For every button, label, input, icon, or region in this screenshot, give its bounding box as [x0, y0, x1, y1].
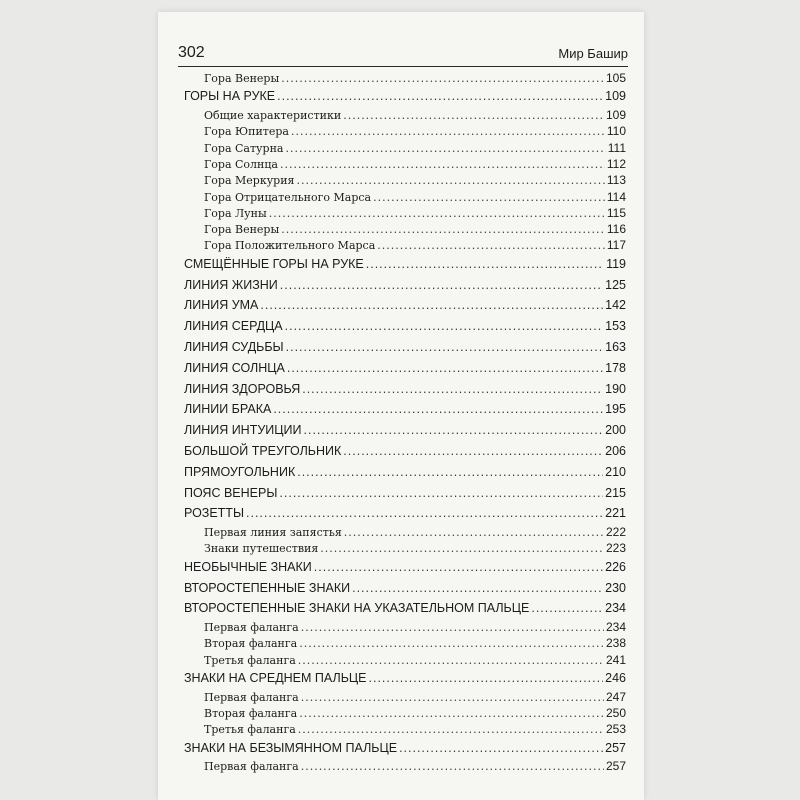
toc-entry-title: Вторая фаланга — [204, 707, 298, 721]
dot-leader — [369, 668, 604, 689]
dot-leader — [296, 173, 604, 189]
toc-page-number: 142 — [605, 298, 626, 313]
toc-entry-title: Общие характеристики — [204, 109, 342, 123]
toc-page-number: 257 — [605, 759, 626, 774]
dot-leader — [352, 578, 603, 599]
dot-leader — [285, 316, 604, 337]
dot-leader — [399, 738, 603, 759]
toc-entry-title: ЛИНИЯ УМА — [184, 298, 259, 313]
toc-entry-title: Гора Солнца — [204, 157, 278, 171]
toc-entry-title: ЛИНИЯ ЗДОРОВЬЯ — [184, 381, 301, 396]
toc-entry-title: ЗНАКИ НА БЕЗЫМЯННОМ ПАЛЬЦЕ — [184, 740, 398, 755]
toc-page-number: 241 — [605, 652, 626, 667]
toc-page-number: 109 — [605, 89, 626, 104]
toc-page-number: 195 — [605, 402, 626, 417]
toc-entry-title: Гора Меркурия — [204, 174, 295, 188]
dot-leader — [298, 722, 604, 738]
dot-leader — [299, 706, 604, 722]
dot-leader — [320, 541, 604, 557]
toc-subentry — [184, 123, 626, 139]
toc-subentry — [184, 189, 626, 205]
toc-page-number: 226 — [605, 559, 626, 574]
dot-leader — [273, 399, 603, 420]
toc-page-number: 246 — [605, 671, 626, 685]
dot-leader — [269, 206, 605, 222]
toc-page-number: 210 — [605, 464, 626, 479]
toc-entry-title: Знаки путешествия — [204, 542, 319, 556]
toc-entry-title: Гора Венеры — [204, 223, 280, 237]
dot-leader — [343, 441, 603, 462]
toc-chapter — [184, 358, 626, 379]
toc-chapter — [184, 379, 626, 400]
dot-leader — [377, 238, 605, 254]
toc-subentry — [184, 221, 626, 237]
toc-page-number: 238 — [605, 636, 626, 651]
toc-page-number: 163 — [605, 339, 626, 354]
dot-leader — [246, 503, 603, 524]
toc-chapter — [184, 86, 626, 107]
toc-page-number: 190 — [605, 381, 626, 396]
dot-leader — [302, 379, 603, 400]
toc-subentry — [184, 635, 626, 651]
toc-subentry — [184, 70, 626, 86]
toc-entry-title: ПРЯМОУГОЛЬНИК — [184, 464, 296, 479]
toc-page-number: 250 — [605, 706, 626, 721]
dot-leader — [373, 190, 605, 206]
toc-chapter — [184, 441, 626, 462]
toc-entry-title: ЛИНИЯ СУДЬБЫ — [184, 339, 284, 354]
toc-entry-title: РОЗЕТТЫ — [184, 506, 245, 521]
toc-page-number: 119 — [606, 256, 626, 271]
dot-leader — [531, 598, 603, 619]
book-page — [158, 12, 644, 800]
toc-chapter — [184, 462, 626, 483]
toc-entry-title: Гора Венеры — [204, 72, 280, 85]
toc-entry-title: Первая фаланга — [204, 621, 299, 635]
dot-leader — [291, 124, 605, 140]
toc-subentry — [184, 107, 626, 123]
toc-page-number: 114 — [606, 189, 626, 204]
toc-page-number: 221 — [605, 506, 626, 521]
toc-entry-title: ЛИНИИ БРАКА — [184, 402, 272, 417]
dot-leader — [277, 86, 603, 107]
toc-chapter — [184, 295, 626, 316]
toc-page-number: 125 — [605, 277, 626, 292]
toc-page-number: 253 — [605, 722, 626, 737]
toc-entry-title: БОЛЬШОЙ ТРЕУГОЛЬНИК — [184, 443, 342, 458]
dot-leader — [301, 759, 604, 775]
toc-subentry — [184, 172, 626, 188]
dot-leader — [304, 420, 604, 441]
toc-chapter — [184, 503, 626, 524]
toc-entry-title: ВТОРОСТЕПЕННЫЕ ЗНАКИ — [184, 580, 351, 595]
toc-page-number: 105 — [605, 71, 626, 85]
table-of-contents — [184, 70, 626, 775]
toc-chapter — [184, 578, 626, 599]
toc-subentry — [184, 758, 626, 774]
toc-subentry — [184, 524, 626, 540]
toc-entry-title: Гора Луны — [204, 206, 267, 220]
toc-page-number: 200 — [605, 423, 626, 438]
toc-entry-title: Гора Отрицательного Марса — [204, 190, 372, 204]
toc-entry-title: Вторая фаланга — [204, 637, 298, 651]
toc-page-number: 230 — [605, 580, 626, 595]
toc-page-number: 110 — [606, 124, 626, 139]
toc-page-number: 234 — [605, 601, 626, 616]
toc-subentry — [184, 689, 626, 705]
toc-entry-title: Первая линия запястья — [204, 526, 342, 540]
dot-leader — [366, 254, 604, 275]
dot-leader — [301, 620, 604, 636]
toc-subentry — [184, 705, 626, 721]
toc-entry-title: ЗНАКИ НА СРЕДНЕМ ПАЛЬЦЕ — [184, 671, 367, 685]
toc-page-number: 222 — [605, 525, 626, 540]
toc-entry-title: Первая фаланга — [204, 690, 299, 704]
dot-leader — [279, 483, 603, 504]
running-title: Мир Башир — [558, 46, 628, 61]
toc-entry-title: Гора Сатурна — [204, 141, 284, 155]
toc-entry-title: ВТОРОСТЕПЕННЫЕ ЗНАКИ НА УКАЗАТЕЛЬНОМ ПАЛЬЦЕ — [184, 601, 530, 616]
toc-entry-title: ЛИНИЯ ИНТУИЦИИ — [184, 423, 302, 438]
dot-leader — [281, 71, 604, 87]
toc-entry-title: Гора Юпитера — [204, 125, 289, 139]
toc-entry-title: Гора Положительного Марса — [204, 239, 376, 253]
toc-subentry — [184, 156, 626, 172]
toc-entry-title: НЕОБЫЧНЫЕ ЗНАКИ — [184, 559, 312, 574]
toc-page-number: 109 — [605, 108, 626, 123]
toc-subentry — [184, 140, 626, 156]
toc-page-number: 112 — [606, 156, 626, 171]
toc-entry-title: Первая фаланга — [204, 760, 299, 774]
dot-leader — [297, 462, 603, 483]
toc-page-number: 153 — [605, 319, 626, 334]
toc-page-number: 223 — [605, 541, 626, 556]
toc-subentry — [184, 721, 626, 737]
dot-leader — [280, 275, 603, 296]
toc-subentry — [184, 540, 626, 556]
toc-page-number: 206 — [605, 443, 626, 458]
dot-leader — [287, 358, 603, 379]
toc-page-number: 215 — [605, 485, 626, 500]
dot-leader — [286, 337, 604, 358]
toc-chapter — [184, 738, 626, 759]
toc-subentry — [184, 205, 626, 221]
toc-chapter — [184, 668, 626, 689]
dot-leader — [343, 108, 604, 124]
toc-entry-title: ЛИНИЯ СЕРДЦА — [184, 319, 283, 334]
toc-chapter — [184, 557, 626, 578]
toc-page-number: 178 — [605, 360, 626, 375]
dot-leader — [298, 653, 604, 669]
toc-page-number: 115 — [606, 205, 626, 220]
toc-page-number: 117 — [606, 238, 626, 253]
dot-leader — [344, 525, 604, 541]
toc-entry-title: ПОЯС ВЕНЕРЫ — [184, 485, 278, 500]
dot-leader — [281, 222, 605, 238]
toc-entry-title: СМЕЩЁННЫЕ ГОРЫ НА РУКЕ — [184, 256, 364, 271]
toc-subentry — [184, 652, 626, 668]
toc-page-number: 111 — [607, 140, 626, 155]
toc-page-number: 234 — [605, 620, 626, 635]
dot-leader — [285, 141, 605, 157]
toc-subentry — [184, 619, 626, 635]
toc-chapter — [184, 483, 626, 504]
toc-chapter — [184, 420, 626, 441]
page-header — [178, 44, 628, 67]
toc-entry-title: ЛИНИЯ ЖИЗНИ — [184, 277, 278, 292]
dot-leader — [280, 157, 605, 173]
toc-subentry — [184, 237, 626, 253]
toc-page-number: 116 — [606, 222, 626, 237]
toc-page-number: 113 — [606, 173, 626, 188]
toc-chapter — [184, 316, 626, 337]
page-number: 302 — [178, 44, 205, 61]
toc-entry-title: Третья фаланга — [204, 723, 296, 737]
dot-leader — [314, 557, 603, 578]
toc-page-number: 247 — [605, 689, 626, 704]
dot-leader — [299, 636, 604, 652]
dot-leader — [260, 295, 603, 316]
toc-chapter — [184, 254, 626, 275]
dot-leader — [301, 690, 604, 706]
toc-entry-title: ЛИНИЯ СОЛНЦА — [184, 360, 285, 375]
toc-page-number: 257 — [605, 740, 626, 755]
toc-chapter — [184, 399, 626, 420]
toc-chapter — [184, 337, 626, 358]
toc-entry-title: ГОРЫ НА РУКЕ — [184, 89, 276, 104]
toc-chapter — [184, 275, 626, 296]
toc-entry-title: Третья фаланга — [204, 653, 296, 667]
toc-chapter — [184, 598, 626, 619]
